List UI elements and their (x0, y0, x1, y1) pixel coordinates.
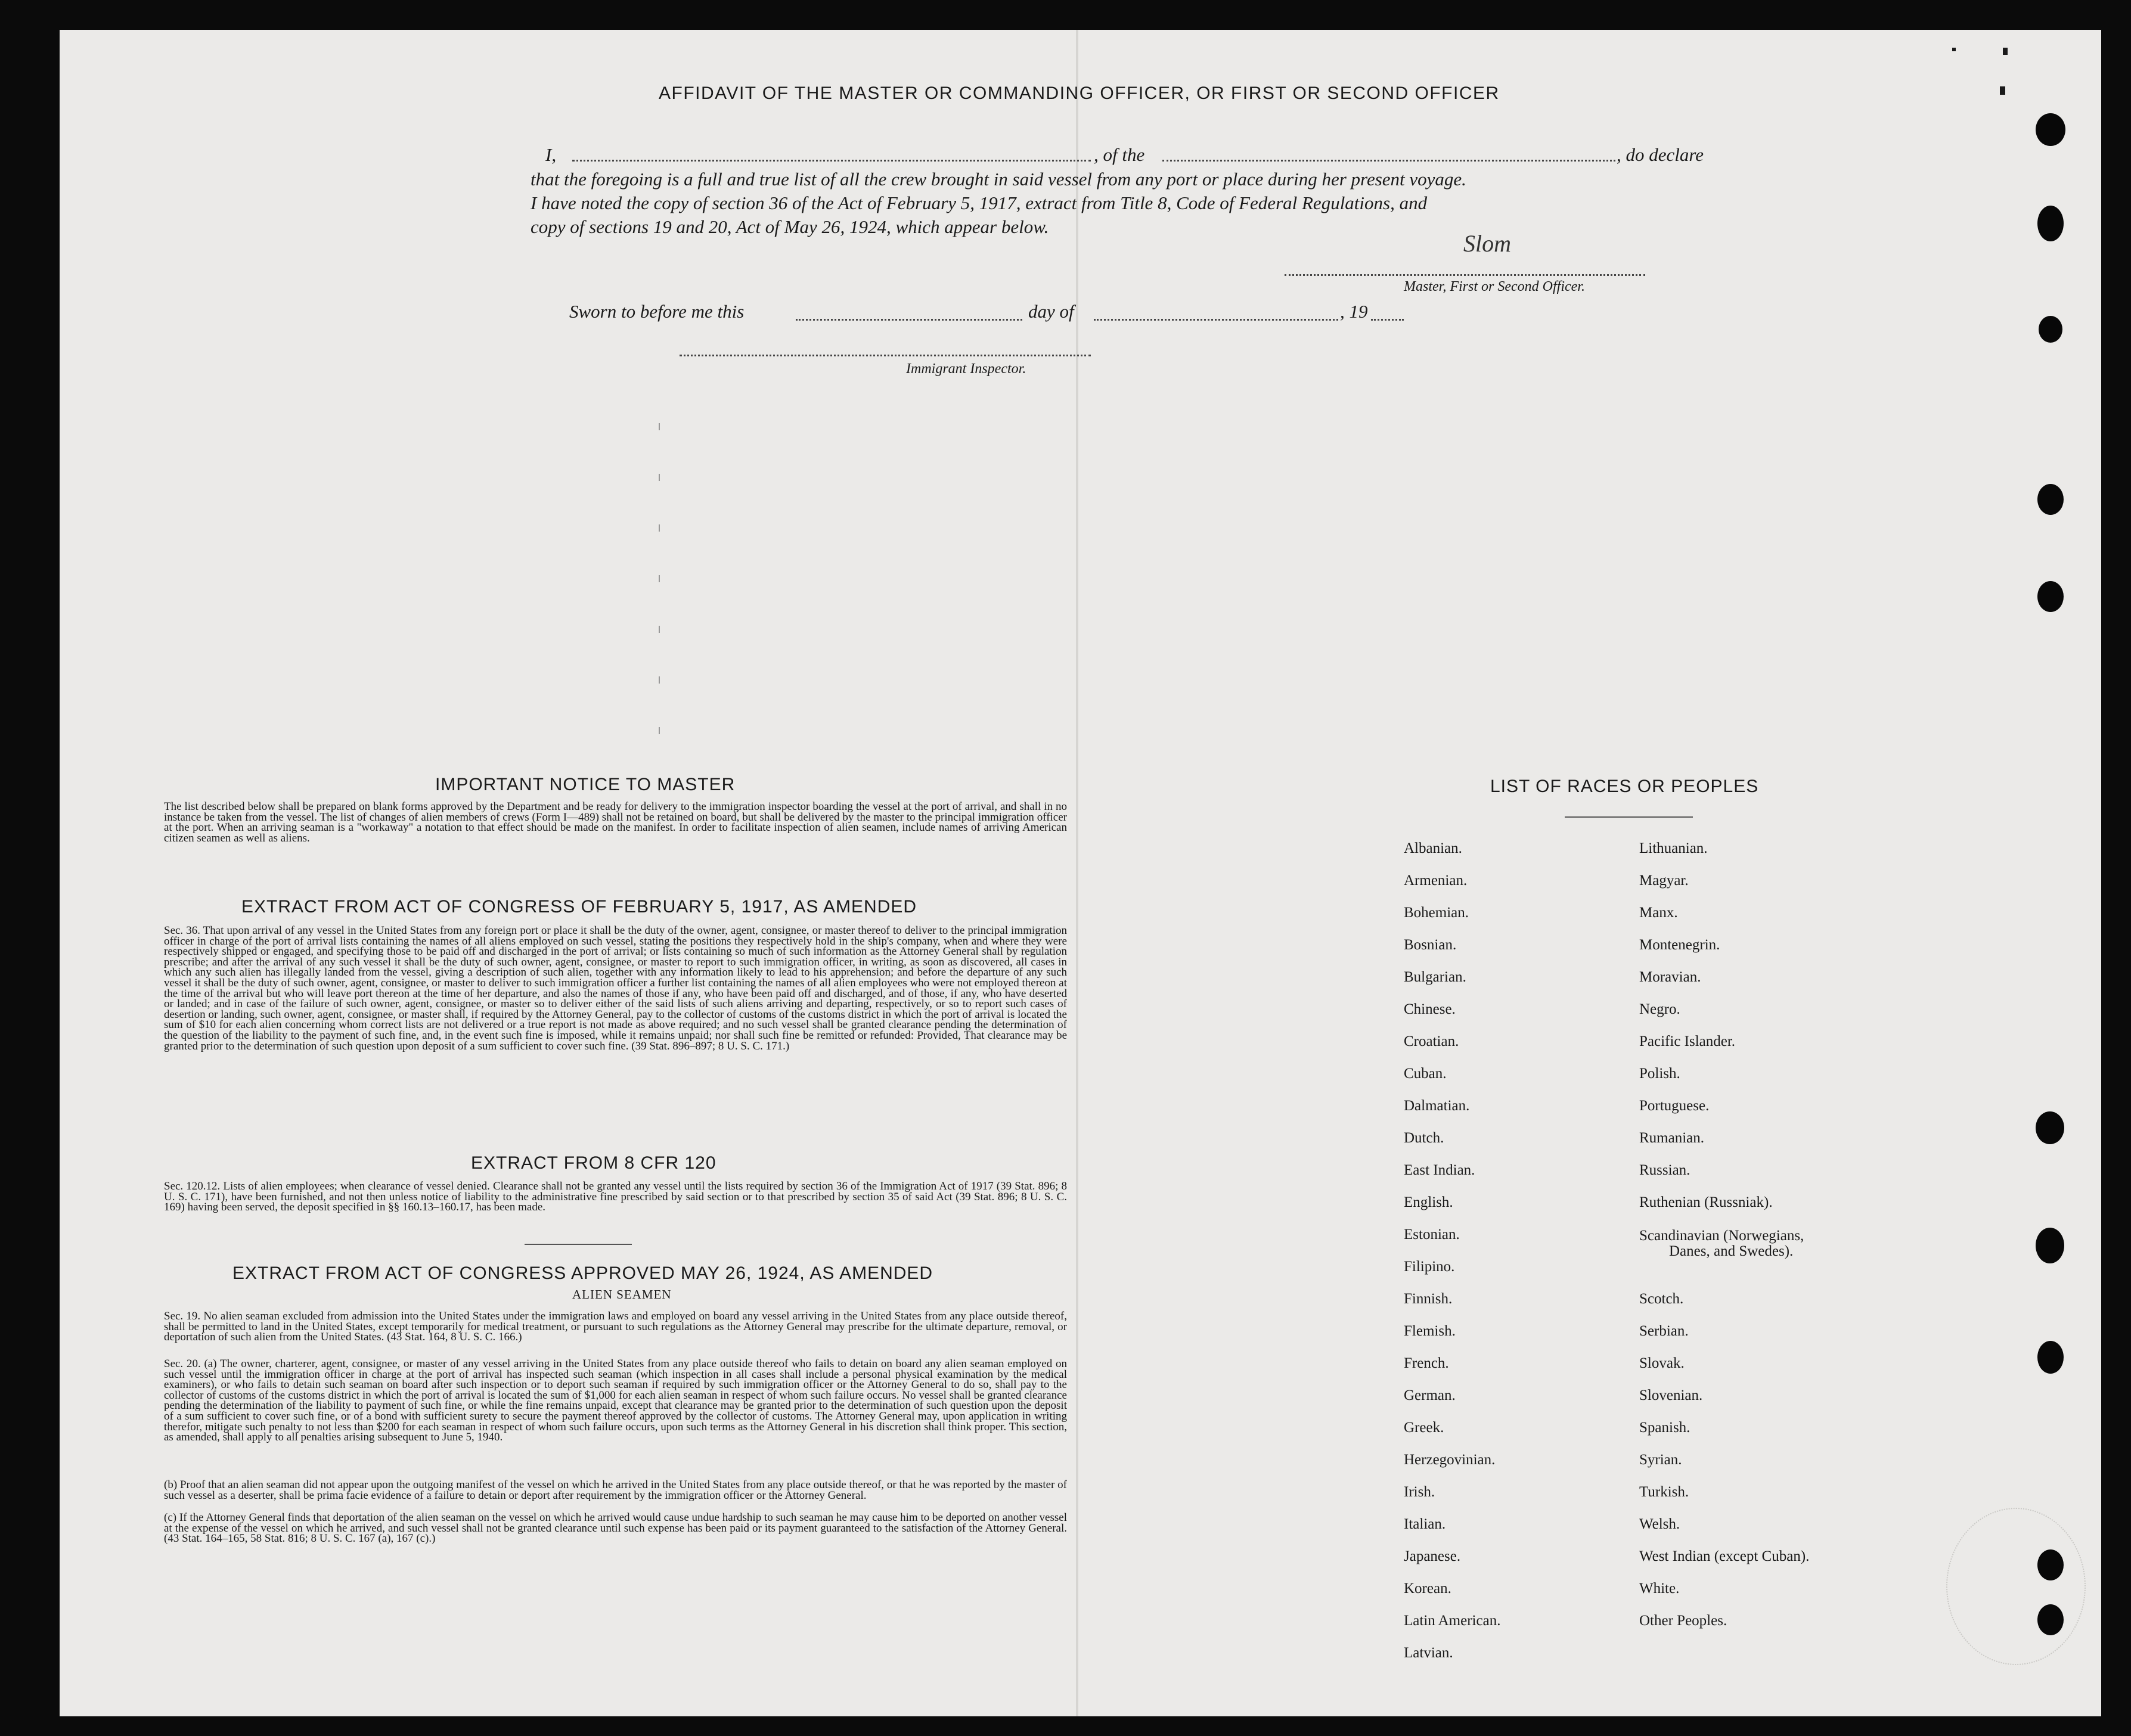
races-title-rule (1565, 816, 1693, 818)
races-title: LIST OF RACES OR PEOPLES (1490, 777, 1759, 796)
race-item: White. (1639, 1580, 1680, 1597)
declaration-line-2: I have noted the copy of section 36 of the Act of February 5, 1917, extract from Title 8, Code of Federal Regulations, and (531, 192, 1428, 213)
declaration-line-3: copy of sections 19 and 20, Act of May 26, 1924, which appear below. (531, 216, 1049, 237)
extract-1917-title: EXTRACT FROM ACT OF CONGRESS OF FEBRUARY 5, 1917, AS AMENDED (241, 897, 917, 917)
race-item: Rumanian. (1639, 1130, 1705, 1146)
section-divider (525, 1244, 632, 1245)
inspector-label: Immigrant Inspector. (906, 361, 1026, 377)
tick-mark (659, 727, 660, 734)
race-item: Ruthenian (Russniak). (1639, 1194, 1773, 1210)
binder-hole (2037, 1341, 2064, 1374)
binder-hole (2037, 206, 2064, 241)
race-item: Finnish. (1404, 1291, 1453, 1307)
binder-hole (2036, 1111, 2064, 1144)
sworn-label: Sworn to before me this (569, 301, 745, 322)
tick-mark (659, 423, 660, 430)
name-blank (572, 160, 1091, 162)
extract-cfr-title: EXTRACT FROM 8 CFR 120 (471, 1153, 716, 1173)
binder-hole (2037, 484, 2064, 515)
race-item: Irish. (1404, 1484, 1435, 1500)
race-item: West Indian (except Cuban). (1639, 1548, 1810, 1564)
race-item: Turkish. (1639, 1484, 1689, 1500)
signature-scrawl: Slom (1463, 230, 1511, 257)
inspector-signature-line (680, 355, 1091, 356)
affidavit-title: AFFIDAVIT OF THE MASTER OR COMMANDING OFFICER, OR FIRST OR SECOND OFFICER (659, 83, 1500, 103)
race-item: Montenegrin. (1639, 937, 1720, 953)
vessel-blank (1162, 160, 1615, 162)
race-item: Syrian. (1639, 1452, 1682, 1468)
race-item: Portuguese. (1639, 1098, 1710, 1114)
sworn-year-blank (1371, 319, 1404, 321)
binder-hole (2039, 316, 2062, 343)
race-item: Slovak. (1639, 1355, 1685, 1371)
extract-1924-sec20c: (c) If the Attorney General finds that deportation of the alien seaman on the vessel on which he arrived would cause undue hardship to such seaman he may cause him to be deported on another vessel at the expense of the vessel on which he arrived, and such vessel shall not be granted clearance until such expense has been paid or its payment guaranteed to the satisfaction of the Attorney General. (43 Stat. 164–165, 58 Stat. 816; 8 U. S. C. 167 (a), 167 (c).) (164, 1511, 1067, 1545)
race-item: Italian. (1404, 1516, 1446, 1532)
race-item: Serbian. (1639, 1323, 1689, 1339)
race-item: German. (1404, 1387, 1456, 1403)
race-item: Polish. (1639, 1066, 1680, 1082)
do-declare-label: , do declare (1617, 144, 1704, 165)
document-page (60, 30, 2101, 1716)
race-item: Armenian. (1404, 872, 1468, 889)
race-item: Estonian. (1404, 1226, 1460, 1243)
race-item: Filipino. (1404, 1259, 1455, 1275)
sworn-month-blank (1094, 319, 1338, 321)
race-item: Dalmatian. (1404, 1098, 1470, 1114)
race-item: Pacific Islander. (1639, 1033, 1736, 1049)
race-item: Scandinavian (Norwegians, (1639, 1228, 1804, 1244)
tick-mark (659, 575, 660, 582)
declaration-line-1: that the foregoing is a full and true list of all the crew brought in said vessel from any port or place during her present voyage. (531, 169, 1466, 190)
race-item: French. (1404, 1355, 1449, 1371)
race-item: English. (1404, 1194, 1453, 1210)
race-item: Bulgarian. (1404, 969, 1466, 985)
signature-line (1285, 274, 1645, 276)
race-item: Spanish. (1639, 1420, 1690, 1436)
binder-hole (2037, 581, 2064, 612)
race-item: Latin American. (1404, 1613, 1501, 1629)
notice-body: The list described below shall be prepared on blank forms approved by the Department and be ready for delivery to the immigration inspector boarding the vessel at the port of arrival, and shall in no instance be taken from the vessel. The list of changes of alien members of crews (Form I—489) shall not be retained on board, but shall be delivered by the master to the principal immigration officer at the port. When an arriving seaman is a "workaway" a notation to that effect should be made on the manifest. In order to facilitate inspection of alien seamen, include names of arriving American citizen seamen as well as aliens. (164, 800, 1067, 844)
race-item: Japanese. (1404, 1548, 1461, 1564)
extract-cfr-body: Sec. 120.12. Lists of alien employees; when clearance of vessel denied. Clearance shall not be granted any vessel until the lists required by section 36 of the Immigration Act of 1917 (39 Stat. 896; 8 U. S. C. 171), have been furnished, and not then unless notice of liability to the administrative fine prescribed by said section or to that prescribed by section 35 of said Act (39 Stat. 896; 8 U. S. C. 169) having been served, the deposit specified in §§ 160.13–160.17, has been made. (164, 1180, 1067, 1214)
race-item: Welsh. (1639, 1516, 1680, 1532)
tick-mark (659, 474, 660, 481)
signature-label: Master, First or Second Officer. (1404, 279, 1585, 294)
year-label: , 19 (1340, 301, 1368, 322)
ink-speck (2000, 86, 2005, 95)
race-item: Latvian. (1404, 1645, 1453, 1661)
race-item: Magyar. (1639, 872, 1689, 889)
race-item: Lithuanian. (1639, 840, 1708, 856)
race-item: Negro. (1639, 1001, 1680, 1017)
race-item: Moravian. (1639, 969, 1701, 985)
notice-title: IMPORTANT NOTICE TO MASTER (435, 775, 736, 794)
of-the-label: , of the (1094, 144, 1145, 165)
race-item: Scotch. (1639, 1291, 1684, 1307)
ink-speck (2003, 48, 2008, 55)
extract-1924-subtitle: ALIEN SEAMEN (572, 1287, 672, 1302)
binder-hole (2036, 113, 2065, 146)
day-of-label: day of (1028, 301, 1074, 322)
race-item: Slovenian. (1639, 1387, 1703, 1403)
race-item: Chinese. (1404, 1001, 1456, 1017)
race-item: Other Peoples. (1639, 1613, 1727, 1629)
race-item: Dutch. (1404, 1130, 1444, 1146)
extract-1924-sec20b: (b) Proof that an alien seaman did not appear upon the outgoing manifest of the vessel on which he arrived in the United States from any place outside thereof, or that he was reported by the master of such vessel as a deserter, shall be prima facie evidence of a failure to detain or deport after requirement by the immigration officer or the Attorney General. (164, 1479, 1067, 1502)
ink-speck (1952, 48, 1956, 51)
extract-1917-body: Sec. 36. That upon arrival of any vessel in the United States from any foreign port or place it shall be the duty of the owner, agent, consignee, or master thereof to deliver to the principal immigration officer in charge of the port of arrival lists containing the names of all aliens employed on such vessel, stating the positions they respectively hold in the ship's company, when and where they were respectively shipped or engaged, and specifying those to be paid off and discharged in the port of arrival; or lists containing so much of such information as the Attorney General shall by regulation prescribe; and after the arrival of any such vessel it shall be the duty of such owner, agent, consignee, or master to report to such immigration officer, in writing, as soon as discovered, all cases in which any such alien has illegally landed from the vessel, giving a description of such alien, together with any information likely to lead to his apprehension; and before the departure of any such vessel it shall be the duty of such owner, agent, consignee, or master to deliver to such immigration officer a further list containing the names of all alien employees who were not employed thereon at the time of the arrival but who will leave port thereon at the time of her departure, and also the names of those if any, who have been paid off and discharged, and of those, if any, who have deserted or landed; and in case of the failure of such owner, agent, consignee, or master so to deliver either of the said lists of such aliens arriving and departing, respectively, or so to report such cases of desertion or landing, such owner, agent, consignee, or master shall, if required by the Attorney General, pay to the collector of customs of the customs district in which the port of arrival is located the sum of $10 for each alien concerning whom correct lists are not delivered or a true report is not made as above required; and no such vessel shall be granted clearance pending the determination of the question of the liability to the payment of such fine, and, in the event such fine is imposed, while it remains unpaid; nor shall such fine be remitted or refunded: Provided, That clearance may be granted prior to the determination of such question upon deposit of a sum sufficient to cover such fine. (39 Stat. 896–897; 8 U. S. C. 171.) (164, 924, 1067, 1052)
i-label: I, (545, 144, 557, 165)
race-item: Croatian. (1404, 1033, 1459, 1049)
race-item: Bosnian. (1404, 937, 1457, 953)
sworn-day-blank (796, 319, 1022, 321)
race-item: Bohemian. (1404, 905, 1469, 921)
race-item: Manx. (1639, 905, 1678, 921)
tick-mark (659, 524, 660, 532)
race-item: Korean. (1404, 1580, 1451, 1597)
race-item: Albanian. (1404, 840, 1462, 856)
race-item: Herzegovinian. (1404, 1452, 1496, 1468)
race-item: Flemish. (1404, 1323, 1456, 1339)
tick-mark (659, 626, 660, 633)
extract-1924-sec19: Sec. 19. No alien seaman excluded from admission into the United States under the immigration laws and employed on board any vessel arriving in the United States from any place outside thereof, shall be permitted to land in the United States, except temporarily for medical treatment, or pursuant to such regulations as the Attorney General may prescribe for the ultimate departure, removal, or deportation of such alien from the United States. (43 Stat. 164, 8 U. S. C. 166.) (164, 1310, 1067, 1344)
race-item: Danes, and Swedes). (1669, 1243, 1794, 1259)
extract-1924-title: EXTRACT FROM ACT OF CONGRESS APPROVED MAY 26, 1924, AS AMENDED (232, 1263, 933, 1283)
race-item: Greek. (1404, 1420, 1444, 1436)
binder-hole (2036, 1228, 2064, 1263)
faded-stamp (1946, 1508, 2086, 1665)
page-fold (1076, 30, 1078, 1716)
extract-1924-sec20a: Sec. 20. (a) The owner, charterer, agent, consignee, or master of any vessel arriving in the United States from any place outside thereof who fails to detain on board any alien seaman employed on such vessel until the immigration officer in charge at the port of arrival has inspected such seaman (which inspection in all cases shall include a personal physical examination by the medical examiners), or who fails to detain such seaman on board after such inspection or to deport such seaman if required by such immigration officer or the Attorney General to do so, shall pay to the collector of customs of the customs district in which the port of arrival is located the sum of $1,000 for each alien seaman in respect of whom such failure occurs. No vessel shall be granted clearance pending the determination of the liability to payment of such fine, or while the fine remains unpaid, except that clearance may be granted prior to the determination of such question upon the deposit of a sum sufficient to cover such fine, or of a bond with sufficient surety to secure the payment thereof approved by the collector of customs. The Attorney General may, upon application in writing therefor, mitigate such penalty to not less than $200 for each seaman in respect of whom such failure occurs, upon such terms as the Attorney General in his discretion shall think proper. This section, as amended, shall apply to all penalties arising subsequent to June 5, 1940. (164, 1358, 1067, 1444)
race-item: Russian. (1639, 1162, 1690, 1178)
tick-mark (659, 676, 660, 684)
race-item: East Indian. (1404, 1162, 1475, 1178)
race-item: Cuban. (1404, 1066, 1447, 1082)
